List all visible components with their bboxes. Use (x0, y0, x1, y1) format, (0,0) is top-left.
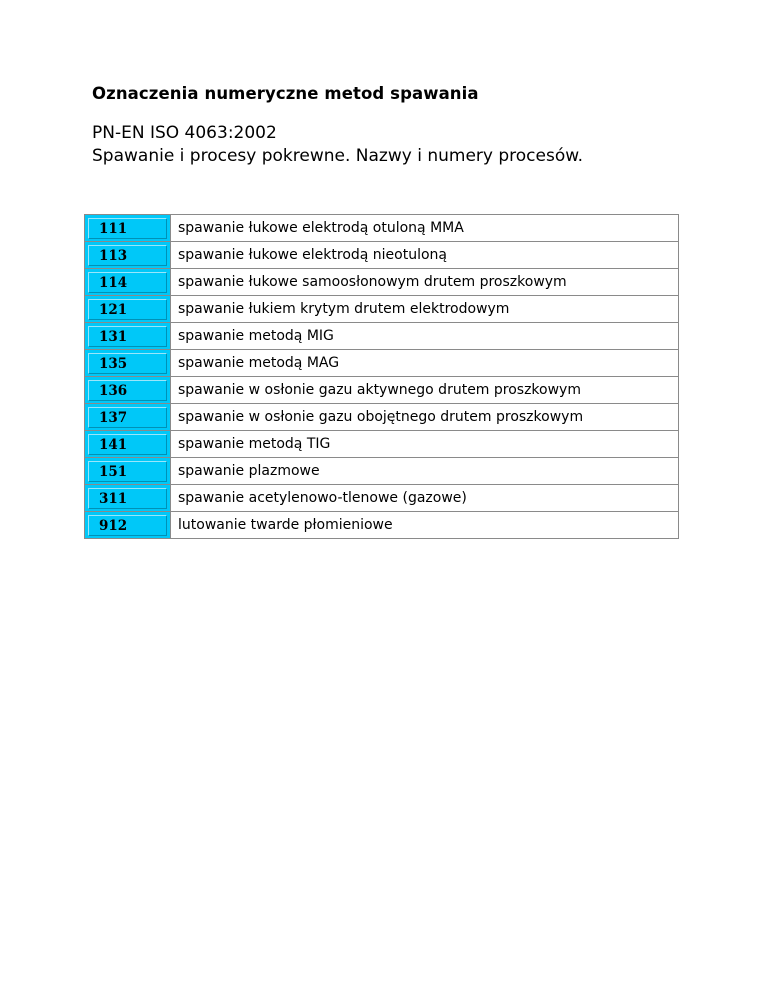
table-row (85, 404, 679, 431)
process-code-cell (85, 323, 171, 350)
table-row (85, 485, 679, 512)
standard-code: PN-EN ISO 4063:2002 (92, 123, 277, 143)
process-code: 113 (88, 245, 167, 266)
process-code-cell (85, 512, 171, 539)
table-row (85, 296, 679, 323)
process-code-cell (85, 350, 171, 377)
process-code: 311 (88, 488, 167, 509)
standard-subtitle: Spawanie i procesy pokrewne. Nazwy i numery procesów. (92, 146, 583, 166)
process-name: spawanie metodą MIG (171, 323, 679, 350)
process-code: 121 (88, 299, 167, 320)
process-code-cell (85, 377, 171, 404)
process-code: 141 (88, 434, 167, 455)
process-name: spawanie łukiem krytym drutem elektrodowym (171, 296, 679, 323)
process-name: spawanie łukowe elektrodą nieotuloną (171, 242, 679, 269)
process-table (84, 214, 679, 539)
process-name: spawanie łukowe elektrodą otuloną MMA (171, 215, 679, 242)
process-code: 136 (88, 380, 167, 401)
page-title: Oznaczenia numeryczne metod spawania (92, 84, 479, 103)
process-name: spawanie plazmowe (171, 458, 679, 485)
process-name: spawanie acetylenowo-tlenowe (gazowe) (171, 485, 679, 512)
table-row (85, 215, 679, 242)
process-code-cell (85, 242, 171, 269)
process-name: spawanie metodą MAG (171, 350, 679, 377)
table-row (85, 431, 679, 458)
table-row (85, 323, 679, 350)
process-code: 135 (88, 353, 167, 374)
process-code-cell (85, 269, 171, 296)
process-code: 912 (88, 515, 167, 536)
process-code: 114 (88, 272, 167, 293)
process-name: spawanie w osłonie gazu aktywnego drutem proszkowym (171, 377, 679, 404)
process-name: spawanie łukowe samoosłonowym drutem proszkowym (171, 269, 679, 296)
table-row (85, 350, 679, 377)
process-code: 111 (88, 218, 167, 239)
process-name: spawanie w osłonie gazu obojętnego drutem proszkowym (171, 404, 679, 431)
table-row (85, 269, 679, 296)
process-code-cell (85, 485, 171, 512)
process-code-cell (85, 404, 171, 431)
process-name: lutowanie twarde płomieniowe (171, 512, 679, 539)
process-code: 151 (88, 461, 167, 482)
process-code-cell (85, 215, 171, 242)
process-name: spawanie metodą TIG (171, 431, 679, 458)
table-row (85, 458, 679, 485)
table-row (85, 242, 679, 269)
table-row (85, 512, 679, 539)
process-code-cell (85, 431, 171, 458)
process-code-cell (85, 458, 171, 485)
table-row (85, 377, 679, 404)
process-code-cell (85, 296, 171, 323)
process-code: 131 (88, 326, 167, 347)
process-code: 137 (88, 407, 167, 428)
